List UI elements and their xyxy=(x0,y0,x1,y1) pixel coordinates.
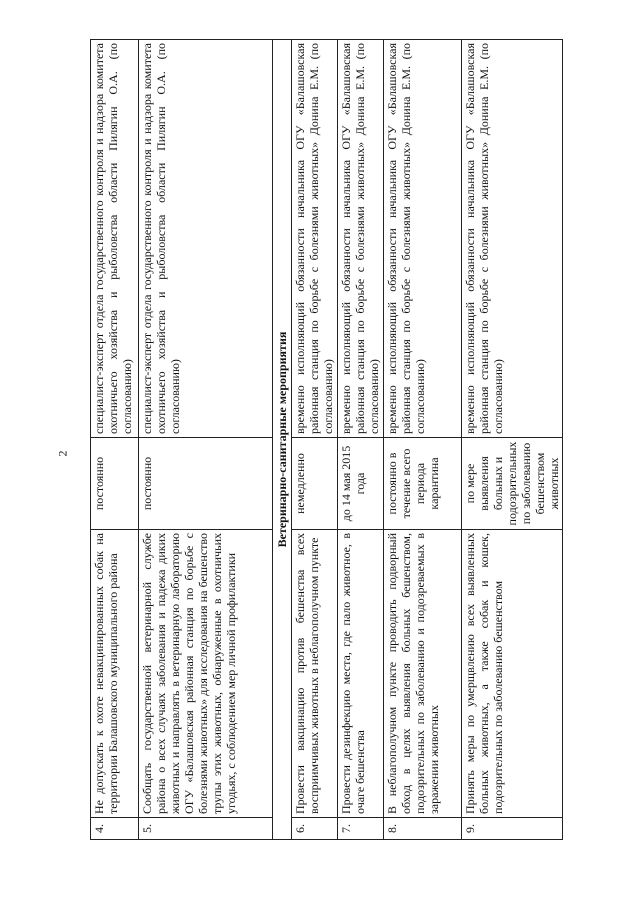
section-title: Ветеринарно-санитарные мероприятия xyxy=(273,40,292,840)
row-term: немедленно xyxy=(292,438,338,530)
row-action: Принять меры по умерщвлению всех выявленных больных животных, а также собак и кошек, подозрительных по заболеванию бешенством xyxy=(462,530,563,818)
row-term: постоянно xyxy=(139,438,273,530)
row-responsible: временно исполняющий обязанности начальника ОГУ «Балашовская районная станция по борьбе с болезнями животных» Донина Е.М. (по согласованию) xyxy=(338,40,384,438)
row-number: 8. xyxy=(384,818,462,840)
row-action: Провести вакцинацию против бешенства всех восприимчивых животных в неблагополучном пункте xyxy=(292,530,338,818)
page-number: 2 xyxy=(55,450,70,457)
table-row xyxy=(462,40,563,840)
table-row xyxy=(91,40,139,840)
table-row xyxy=(292,40,338,840)
row-term: до 14 мая 2015 года xyxy=(338,438,384,530)
row-action: Провести дезинфекцию места, где пало животное, в очаге бешенства xyxy=(338,530,384,818)
row-term: постоянно xyxy=(91,438,139,530)
row-responsible: временно исполняющий обязанности начальника ОГУ «Балашовская районная станция по борьбе с болезнями животных» Донина Е.М. (по согласованию) xyxy=(292,40,338,438)
row-number: 7. xyxy=(338,818,384,840)
table-row xyxy=(338,40,384,840)
row-action: В неблагополучном пункте проводить подворный обход в целях выявления больных бешенством, подозрительных по заболеванию и подозреваемых в заражении животных xyxy=(384,530,462,818)
measures-table-rotated xyxy=(90,40,570,840)
row-action: Сообщать государственной ветеринарной службе района о всех случаях заболевания и падежа диких животных и направлять в ветеринарную лабораторию ОГУ «Балашовская районная станция по борьбе с болезнями животных» для исследования на бешенство трупы этих животных, обнаруженные в охотничьих угодьях, с соблюдением мер личной профилактики xyxy=(139,530,273,818)
section-row xyxy=(273,40,292,840)
row-number: 5. xyxy=(139,818,273,840)
measures-table xyxy=(90,39,563,840)
row-action: Не допускать к охоте невакцинированных собак на территории Балашовского муниципального района xyxy=(91,530,139,818)
row-term: постоянно в течение всего периода карантина xyxy=(384,438,462,530)
row-responsible: специалист-эксперт отдела государственного контроля и надзора комитета охотничьего хозяйства и рыболовства области Пилягин О.А. (по согласованию) xyxy=(91,40,139,438)
table-row xyxy=(384,40,462,840)
row-term: по мере выявления больных и подозрительных по заболеванию бешенством животных xyxy=(462,438,563,530)
row-number: 9. xyxy=(462,818,563,840)
table-row xyxy=(139,40,273,840)
row-responsible: временно исполняющий обязанности начальника ОГУ «Балашовская районная станция по борьбе с болезнями животных» Донина Е.М. (по согласованию) xyxy=(384,40,462,438)
row-responsible: специалист-эксперт отдела государственного контроля и надзора комитета охотничьего хозяйства и рыболовства области Пилягин О.А. (по согласованию) xyxy=(139,40,273,438)
row-number: 4. xyxy=(91,818,139,840)
row-number: 6. xyxy=(292,818,338,840)
row-responsible: временно исполняющий обязанности начальника ОГУ «Балашовская районная станция по борьбе с болезнями животных» Донина Е.М. (по согласованию) xyxy=(462,40,563,438)
